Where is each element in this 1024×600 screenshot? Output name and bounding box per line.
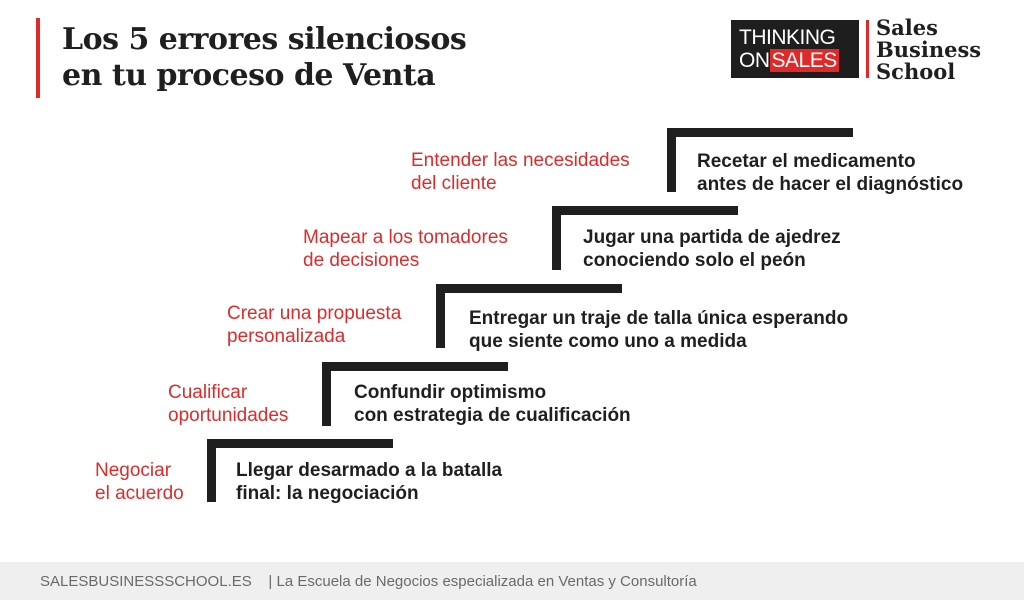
step-3-label xyxy=(227,302,401,348)
step-4-label-line-2: oportunidades xyxy=(168,405,289,426)
step-2-error-line-2: conociendo solo el peón xyxy=(583,250,806,271)
logo-on-text: ON xyxy=(739,49,770,72)
footer-site: SALESBUSINESSSCHOOL.ES xyxy=(40,573,252,590)
step-3-label-line-1: Crear una propuesta xyxy=(227,303,402,324)
logo-sbs-line-3: School xyxy=(876,59,956,84)
page-title-line-2: en tu proceso de Venta xyxy=(62,58,436,93)
step-4-error-line-2: con estrategia de cualificación xyxy=(354,405,631,426)
step-4-tread xyxy=(322,362,508,371)
step-2-label xyxy=(303,226,508,272)
step-2-error-line-1: Jugar una partida de ajedrez xyxy=(583,227,841,248)
step-5-label-line-1: Negociar xyxy=(95,460,172,481)
step-1-error-line-1: Recetar el medicamento xyxy=(697,151,916,172)
step-5-tread xyxy=(207,439,393,448)
page-title xyxy=(62,22,466,94)
step-1-label-line-1: Entender las necesidades xyxy=(411,150,630,171)
logo-sales-text: SALES xyxy=(771,49,837,72)
step-5-label-line-2: el acuerdo xyxy=(95,483,184,504)
step-2-label-line-2: de decisiones xyxy=(303,250,420,271)
step-2-error xyxy=(583,226,841,272)
step-4-riser xyxy=(322,362,331,426)
step-4-error xyxy=(354,381,631,427)
footer-tagline: La Escuela de Negocios especializada en Ventas y Consultoría xyxy=(276,573,697,590)
logo-on-sales-line xyxy=(739,50,839,72)
step-1-riser xyxy=(667,128,676,192)
step-5-error-line-1: Llegar desarmado a la batalla xyxy=(236,460,503,481)
step-1-error xyxy=(697,150,963,196)
logo-thinking-text: THINKING xyxy=(739,26,836,49)
step-5-error xyxy=(236,459,502,505)
sales-business-school-logo xyxy=(876,17,981,83)
logo-sbs-line-1: Sales xyxy=(876,15,938,40)
page-title-line-1: Los 5 errores silenciosos xyxy=(62,22,467,57)
step-5-error-line-2: final: la negociación xyxy=(236,483,419,504)
step-3-error xyxy=(469,307,848,353)
footer-separator: | xyxy=(268,573,273,590)
title-accent-bar xyxy=(36,18,40,98)
logo-separator xyxy=(866,20,869,78)
footer-text xyxy=(40,573,697,591)
step-1-label xyxy=(411,149,630,195)
step-1-label-line-2: del cliente xyxy=(411,173,497,194)
step-5-label xyxy=(95,459,184,505)
step-3-error-line-2: que siente como uno a medida xyxy=(469,331,747,352)
step-3-error-line-1: Entregar un traje de talla única esperando xyxy=(469,308,849,329)
logo-sbs-line-2: Business xyxy=(876,37,982,62)
step-4-error-line-1: Confundir optimismo xyxy=(354,382,547,403)
step-2-label-line-1: Mapear a los tomadores xyxy=(303,227,508,248)
step-3-riser xyxy=(436,284,445,348)
step-2-tread xyxy=(552,206,738,215)
step-5-riser xyxy=(207,439,216,502)
footer xyxy=(0,562,1024,600)
step-1-tread xyxy=(667,128,853,137)
step-1-error-line-2: antes de hacer el diagnóstico xyxy=(697,174,964,195)
step-4-label xyxy=(168,381,288,427)
step-4-label-line-1: Cualificar xyxy=(168,382,248,403)
step-3-tread xyxy=(436,284,622,293)
thinking-on-sales-logo xyxy=(731,20,859,78)
step-3-label-line-2: personalizada xyxy=(227,326,346,347)
step-2-riser xyxy=(552,206,561,270)
